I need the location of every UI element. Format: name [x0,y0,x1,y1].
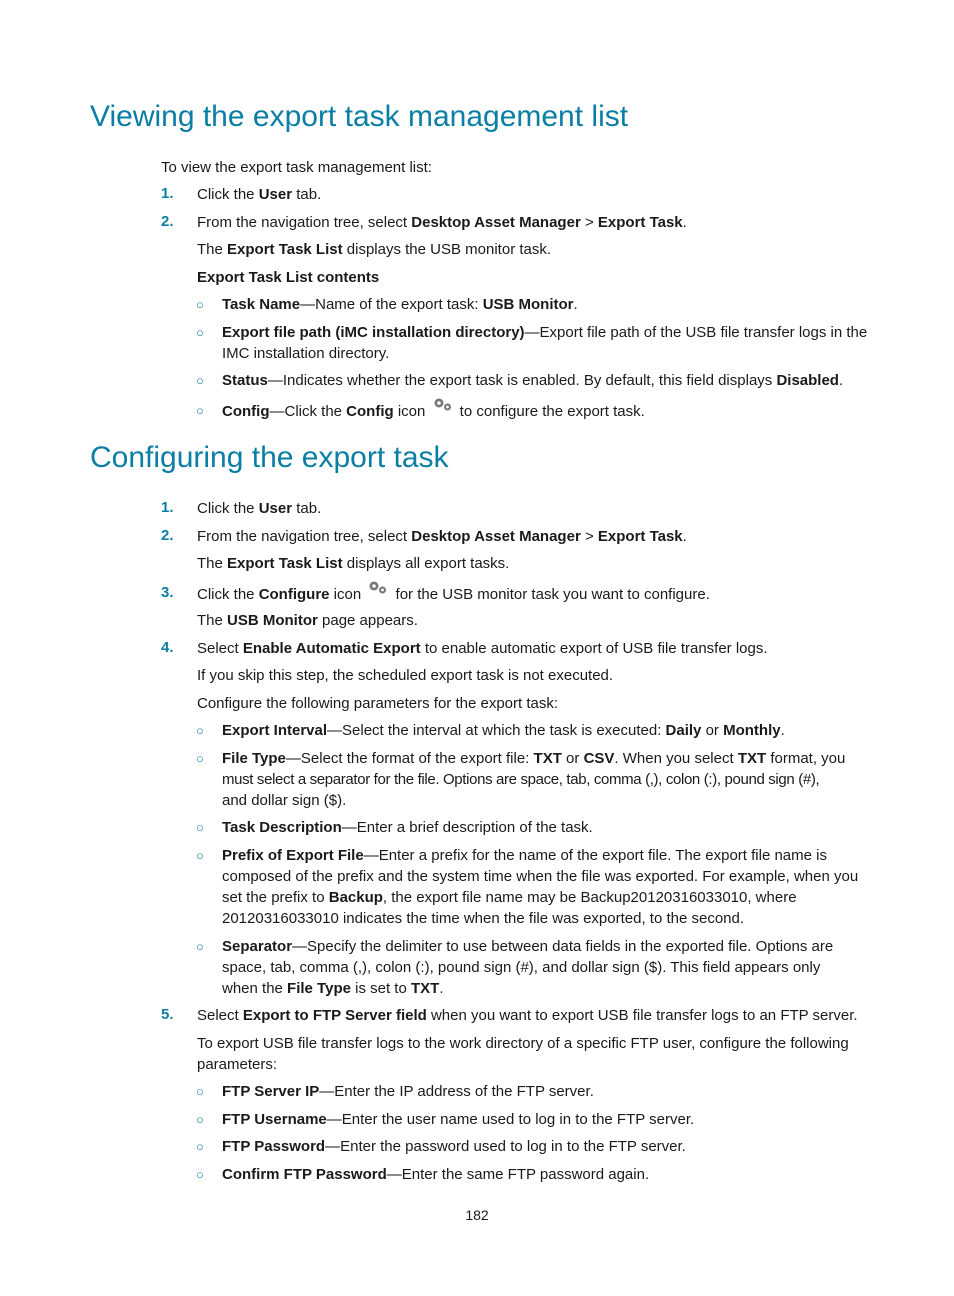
param-confirm-ftp-password: Confirm FTP Password—Enter the same FTP password again. [222,1166,650,1183]
param-export-interval: Export Interval—Select the interval at which the task is executed: Daily or Monthly. [222,722,785,739]
step-text: From the navigation tree, select Desktop Asset Manager > Export Task. [197,214,687,231]
param-task-description: Task Description—Enter a brief description of the task. [222,819,593,836]
bullet-item: Config—Click the Config icon to configure the export task. [222,400,645,422]
bullet-marker: ○ [196,1167,204,1182]
bullet-marker: ○ [196,1084,204,1099]
param-prefix-cont: set the prefix to Backup, the export file name may be Backup20120316033010, where [222,889,797,906]
param-separator: Separator—Specify the delimiter to use between data fields in the exported file. Options are [222,938,834,955]
param-ftp-password: FTP Password—Enter the password used to log in to the FTP server. [222,1138,686,1155]
bullet-marker: ○ [196,297,204,312]
bullet-marker: ○ [196,848,204,863]
bullet-marker: ○ [196,325,204,340]
intro-text: To view the export task management list: [161,159,432,176]
param-file-type: File Type—Select the format of the export file: TXT or CSV. When you select TXT format, you [222,750,846,767]
step-number: 2. [161,527,174,544]
param-file-type-cont: must select a separator for the file. Options are space, tab, comma (,), colon (:), pound sign (#), [222,771,820,788]
param-separator-cont: when the File Type is set to TXT. [222,980,444,997]
step-note: The USB Monitor page appears. [197,612,418,629]
step-number: 2. [161,213,174,230]
step-number: 1. [161,499,174,516]
param-ftp-server-ip: FTP Server IP—Enter the IP address of the FTP server. [222,1083,594,1100]
bullet-marker: ○ [196,403,204,418]
step-number: 3. [161,584,174,601]
param-prefix-cont: 20120316033010 indicates the time when the file was exported, to the second. [222,910,745,927]
gear-icon [367,583,389,601]
step-text: Click the Configure icon for the USB monitor task you want to configure. [197,583,710,605]
step-text: Select Enable Automatic Export to enable automatic export of USB file transfer logs. [197,640,768,657]
step-number: 1. [161,185,174,202]
section-title-viewing: Viewing the export task management list [90,100,629,133]
step-text: Select Export to FTP Server field when you want to export USB file transfer logs to an FTP server. [197,1007,858,1024]
page-number: 182 [465,1207,489,1223]
step-text: Click the User tab. [197,500,322,517]
step-text: From the navigation tree, select Desktop Asset Manager > Export Task. [197,528,687,545]
contents-heading: Export Task List contents [197,269,380,286]
bullet-item: Export file path (iMC installation directory)—Export file path of the USB file transfer logs in the [222,324,868,341]
step-number: 4. [161,639,174,656]
bullet-marker: ○ [196,1112,204,1127]
bullet-marker: ○ [196,820,204,835]
param-file-type-cont: and dollar sign ($). [222,792,347,809]
param-ftp-username: FTP Username—Enter the user name used to log in to the FTP server. [222,1111,695,1128]
bullet-marker: ○ [196,373,204,388]
section-title-configuring: Configuring the export task [90,441,449,474]
bullet-marker: ○ [196,1139,204,1154]
step-note: Configure the following parameters for the export task: [197,695,559,712]
step-text: Click the User tab. [197,186,322,203]
step-note: The Export Task List displays all export tasks. [197,555,510,572]
bullet-item: Task Name—Name of the export task: USB Monitor. [222,296,578,313]
step-note: The Export Task List displays the USB monitor task. [197,241,552,258]
param-prefix: Prefix of Export File—Enter a prefix for the name of the export file. The export file name is [222,847,827,864]
bullet-marker: ○ [196,723,204,738]
step-number: 5. [161,1006,174,1023]
param-separator-cont: space, tab, comma (,), colon (:), pound sign (#), and dollar sign ($). This field appears only [222,959,821,976]
param-prefix-cont: composed of the prefix and the system time when the file was exported. For example, when you [222,868,859,885]
bullet-item-cont: IMC installation directory. [222,345,390,362]
bullet-marker: ○ [196,939,204,954]
gear-icon [432,400,454,418]
step-note: If you skip this step, the scheduled export task is not executed. [197,667,614,684]
step-note: parameters: [197,1056,278,1073]
bullet-item: Status—Indicates whether the export task is enabled. By default, this field displays Disabled. [222,372,844,389]
bullet-marker: ○ [196,751,204,766]
step-note: To export USB file transfer logs to the work directory of a specific FTP user, configure the following [197,1035,849,1052]
